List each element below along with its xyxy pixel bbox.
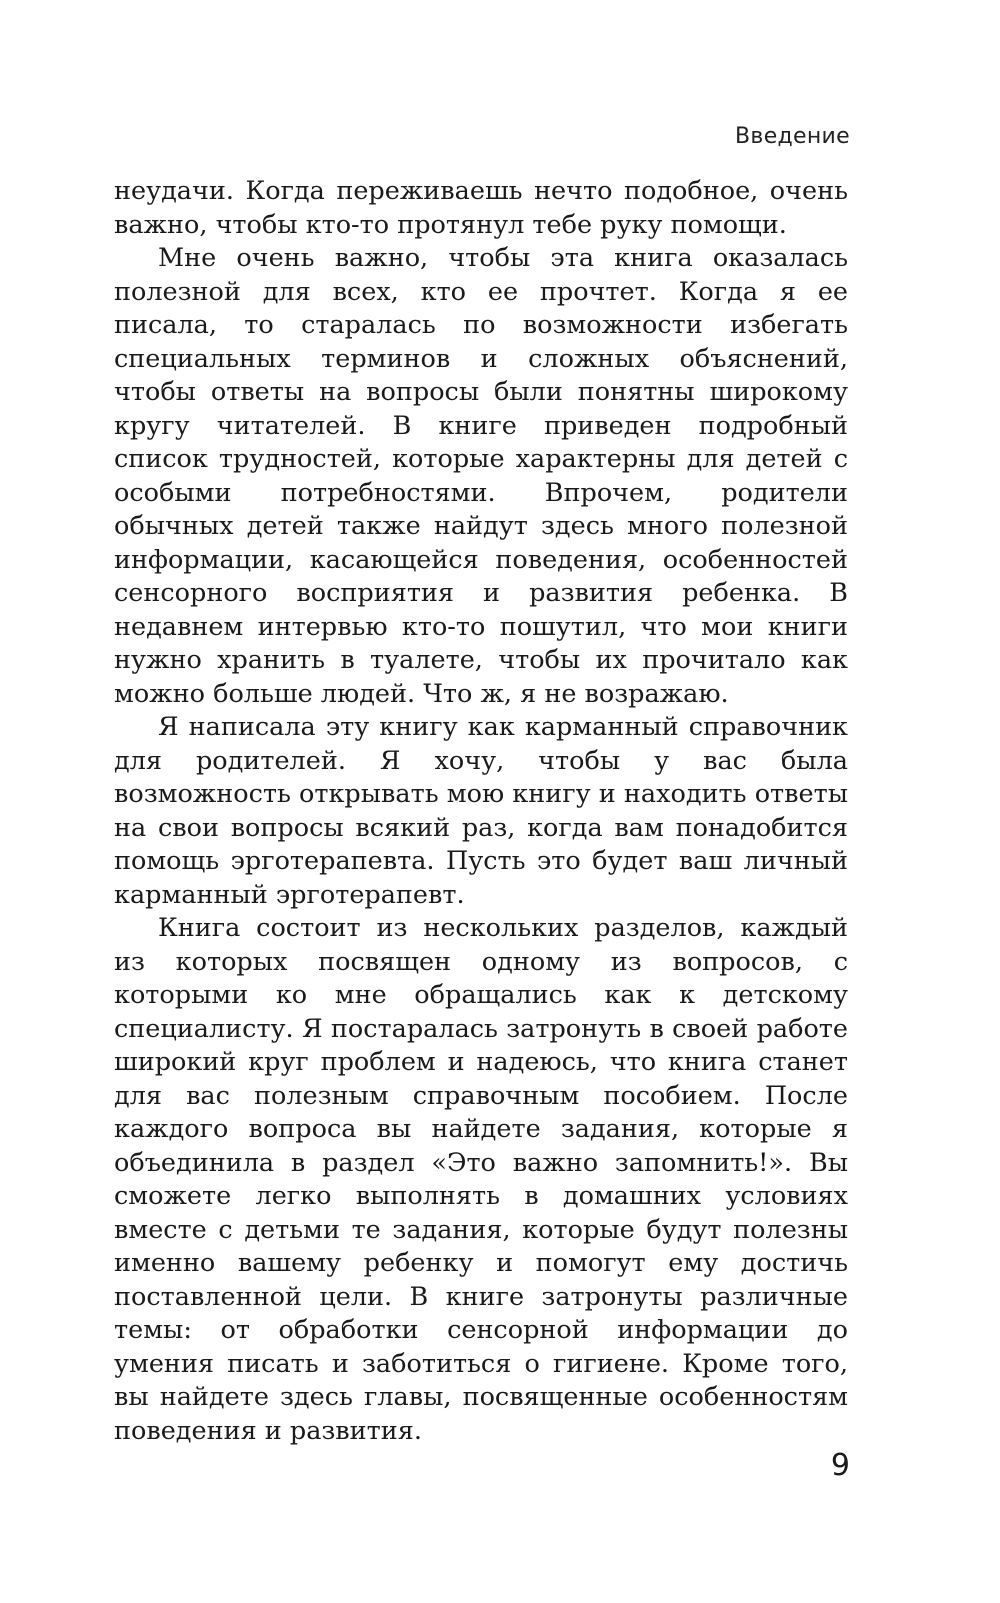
paragraph-continuation: неудачи. Когда переживаешь нечто подобное, очень важно, чтобы кто-то протянул тебе руку помощи. [114,176,848,240]
page-number: 9 [830,1448,850,1483]
paragraph: Книга состоит из нескольких разделов, каждый из которых посвящен одному из вопросов, с которыми ко мне обращались как к детскому специалисту. Я постаралась затронуть в своей работе широкий круг проблем и надеюсь, что книга станет для вас полезным справочным пособием. После каждого вопроса вы найдете задания, которые я объединила в раздел «Это важно запомнить!». Вы сможете легко выполнять в домашних условиях вместе с детьми те задания, которые будут полезны именно вашему ребенку и помогут ему достичь поставленной цели. В книге затронуты различные темы: от обработки сенсорной информации до умения писать и заботиться о гигиене. Кроме того, вы найдете здесь главы, посвященные особенностям поведения и развития. [114,913,848,1446]
paragraph: Я написала эту книгу как карманный справочник для родителей. Я хочу, чтобы у вас была возможность открывать мою книгу и находить ответы на свои вопросы всякий раз, когда вам понадобится помощь эрготерапевта. Пусть это будет ваш личный карманный эрготерапевт. [114,712,848,910]
body-text [114,175,848,1448]
running-head: Введение [735,124,850,149]
paragraph: Мне очень важно, чтобы эта книга оказалась полезной для всех, кто ее прочтет. Когда я ее писала, то старалась по возможности избегать специальных терминов и сложных объяснений, чтобы ответы на вопросы были понятны широкому кругу читателей. В книге приведен подробный список трудностей, которые характерны для детей с особыми потребностями. Впрочем, родители обычных детей также найдут здесь много полезной информации, касающейся поведения, особенностей сенсорного восприятия и развития ребенка. В недавнем интервью кто-то пошутил, что мои книги нужно хранить в туалете, чтобы их прочитало как можно больше людей. Что ж, я не возражаю. [114,243,848,709]
